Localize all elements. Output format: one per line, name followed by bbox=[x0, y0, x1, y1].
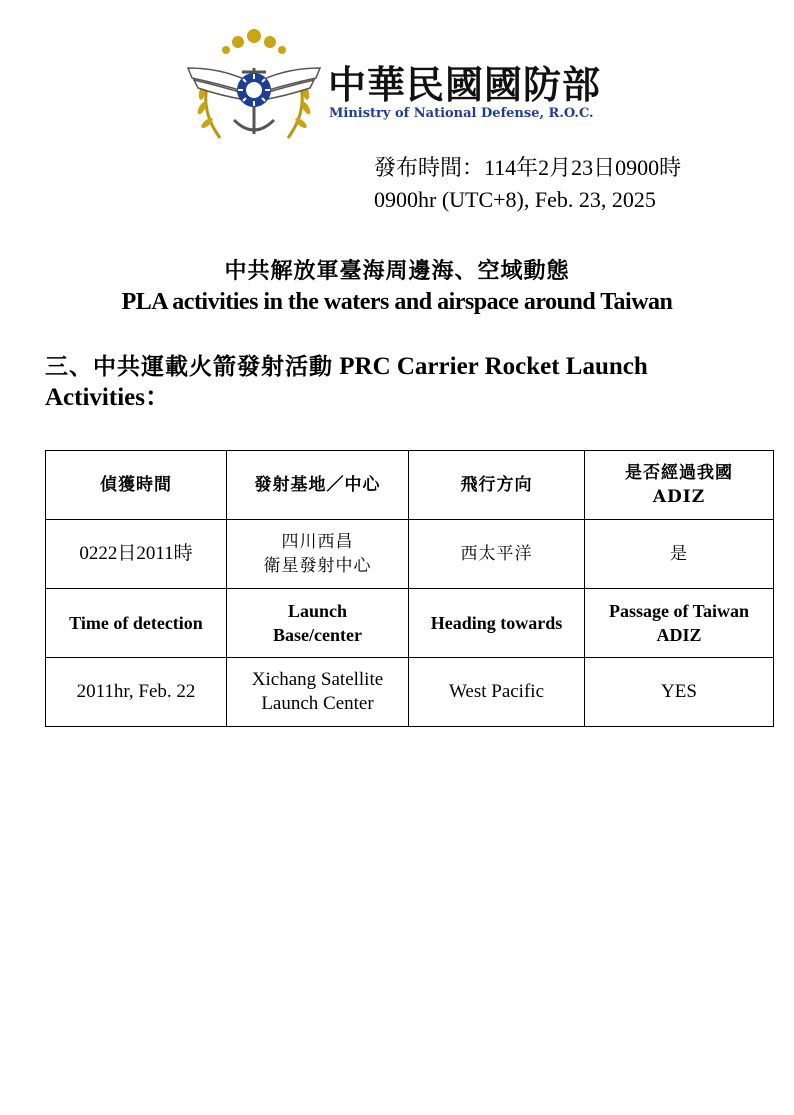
header-adiz-zh-line2: ADIZ bbox=[652, 487, 706, 507]
header-time-en: Time of detection bbox=[46, 589, 227, 658]
table-header-row-en bbox=[46, 589, 774, 658]
header-adiz-zh-line1: 是否經過我國 bbox=[625, 463, 733, 483]
section-heading-en: PRC Carrier Rocket Launch Activities bbox=[45, 353, 648, 411]
title-en: PLA activities in the waters and airspace around Taiwan bbox=[121, 289, 673, 315]
cell-base-zh bbox=[227, 520, 409, 589]
table-header-row-zh bbox=[46, 451, 774, 520]
section-heading-zh: 三、中共運載火箭發射活動 bbox=[45, 353, 333, 380]
cell-base-en-line2: Launch Center bbox=[261, 693, 374, 714]
header-heading-zh: 飛行方向 bbox=[409, 451, 585, 520]
title-zh: 中共解放軍臺海周邊海、空域動態 bbox=[224, 258, 570, 284]
cell-base-en-line1: Xichang Satellite bbox=[251, 669, 384, 690]
cell-adiz-en: YES bbox=[585, 658, 774, 727]
header-adiz-en bbox=[585, 589, 774, 658]
cell-time-en: 2011hr, Feb. 22 bbox=[46, 658, 227, 727]
header-adiz-zh bbox=[585, 451, 774, 520]
release-time-zh: 發布時間：114年2月23日0900時 bbox=[374, 155, 682, 180]
cell-base-zh-line1: 四川西昌 bbox=[281, 532, 354, 552]
cell-base-en bbox=[227, 658, 409, 727]
cell-time-zh: 0222日2011時 bbox=[46, 520, 227, 589]
release-time-en: 0900hr (UTC+8), Feb. 23, 2025 bbox=[374, 187, 656, 212]
header-time-zh: 偵獲時間 bbox=[46, 451, 227, 520]
mnd-emblem-icon bbox=[180, 28, 328, 146]
header-adiz-en-line2: ADIZ bbox=[656, 625, 702, 645]
cell-heading-zh: 西太平洋 bbox=[409, 520, 585, 589]
section-heading-colon: ： bbox=[144, 384, 170, 411]
table-row bbox=[46, 520, 774, 589]
header-base-en-line2: Base/center bbox=[273, 625, 362, 645]
header-base-en bbox=[227, 589, 409, 658]
table-row bbox=[46, 658, 774, 727]
page-title bbox=[0, 255, 794, 317]
header-adiz-en-line1: Passage of Taiwan bbox=[608, 601, 750, 621]
org-name-en: Ministry of National Defense, R.O.C. bbox=[329, 106, 594, 121]
release-time bbox=[374, 152, 681, 216]
page-header bbox=[180, 28, 640, 146]
org-name-zh: 中華民國國防部 bbox=[328, 63, 602, 107]
header-heading-en: Heading towards bbox=[409, 589, 585, 658]
cell-adiz-zh: 是 bbox=[585, 520, 774, 589]
launch-activity-table bbox=[45, 450, 774, 727]
section-heading bbox=[45, 351, 775, 413]
header-base-zh: 發射基地／中心 bbox=[227, 451, 409, 520]
cell-heading-en: West Pacific bbox=[409, 658, 585, 727]
cell-base-zh-line2: 衛星發射中心 bbox=[263, 556, 372, 576]
header-base-en-line1: Launch bbox=[287, 601, 348, 621]
